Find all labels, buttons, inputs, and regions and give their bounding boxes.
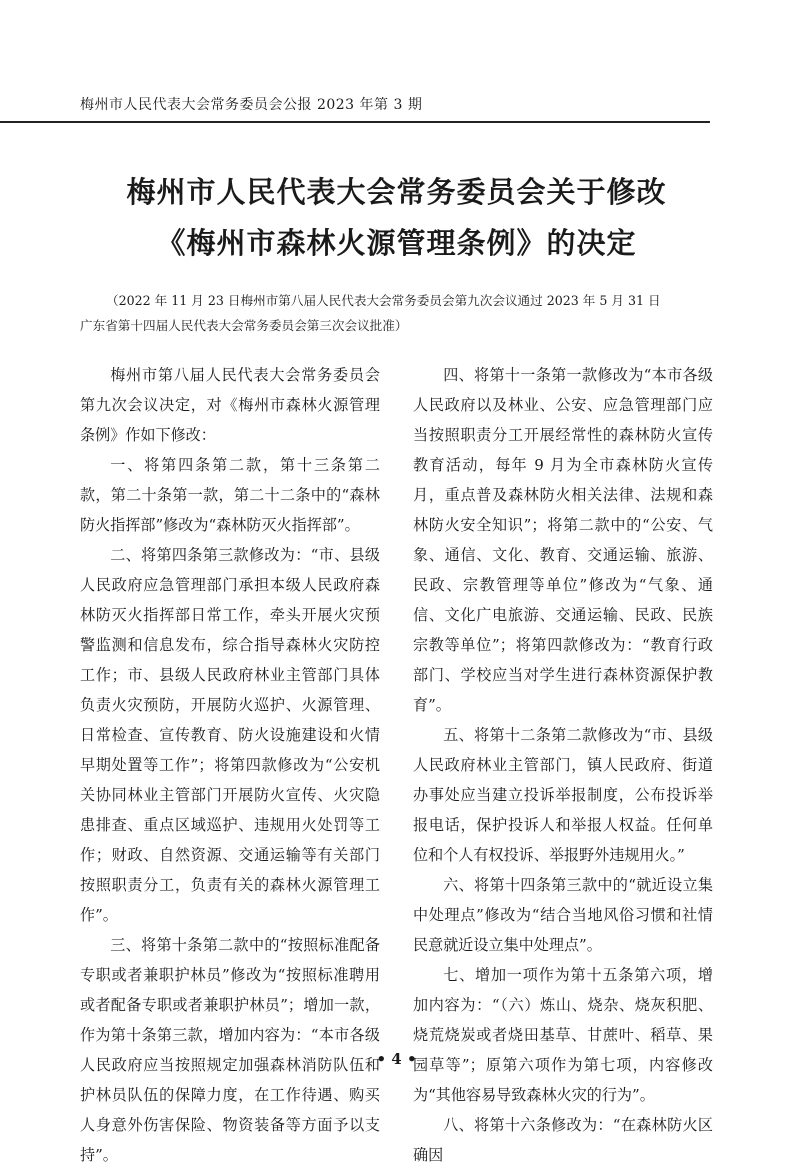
adoption-note-line-1: （2022 年 11 月 23 日梅州市第八届人民代表大会常务委员会第九次会议通过 2023 年 5 月 31 日 xyxy=(106,293,661,308)
paragraph: 七、增加一项作为第十五条第六项，增加内容为：“（六）炼山、烧杂、烧灰积肥、烧荒烧炭或者烧田基草、甘蔗叶、稻草、果园草等”；原第六项作为第七项，内容修改为“其他容易导致森林火灾的行为”。 xyxy=(413,966,713,1104)
paragraph: 二、将第四条第三款修改为：“市、县级人民政府应急管理部门承担本级人民政府森林防灭火指挥部日常工作，牵头开展火灾预警监测和信息发布，综合指导森林火灾防控工作；市、县级人民政府林业主管部门具体负责火灾预防，开展防火巡护、火源管理、日常检查、宣传教育、防火设施建设和火情早期处置等工作”；将第四款修改为“公安机关协同林业主管部门开展防火宣传、火灾隐患排查、重点区域巡护、违规用火处罚等工作；财政、自然资源、交通运输等有关部门按照职责分工，负责有关的森林火源管理工作”。 xyxy=(80,546,380,924)
paragraph: 五、将第十二条第二款修改为“市、县级人民政府林业主管部门，镇人民政府、街道办事处应当建立投诉举报制度，公布投诉举报电话，保护投诉人和举报人权益。任何单位和个人有权投诉、举报野外违规用火。” xyxy=(413,726,713,864)
paragraph: 一、将第四条第二款，第十三条第二款，第二十条第一款，第二十二条中的“森林防火指挥部”修改为“森林防灭火指挥部”。 xyxy=(80,456,380,534)
right-column xyxy=(413,360,713,1170)
adoption-note-line-2: 广东省第十四届人民代表大会常务委员会第三次会议批准） xyxy=(80,318,408,333)
running-header: 梅州市人民代表大会常务委员会公报 2023 年第 3 期 xyxy=(80,97,423,113)
paragraph: 六、将第十四条第三款中的“就近设立集中处理点”修改为“结合当地风俗习惯和社情民意就近设立集中处理点”。 xyxy=(413,876,713,954)
paragraph: 三、将第十条第二款中的“按照标准配备专职或者兼职护林员”修改为“按照标准聘用或者配备专职或者兼职护林员”；增加一款，作为第十条第三款，增加内容为：“本市各级人民政府应当按照规定加强森林消防队伍和护林员队伍的保障力度，在工作待遇、购买人身意外伤害保险、物资装备等方面予以支持”。 xyxy=(80,936,380,1164)
header-rule xyxy=(0,121,710,123)
left-column xyxy=(80,360,380,1170)
page-number: • 4 • xyxy=(376,1050,417,1068)
paragraph: 四、将第十一条第一款修改为“本市各级人民政府以及林业、公安、应急管理部门应当按照职责分工开展经常性的森林防火宣传教育活动，每年 9 月为全市森林防火宣传月，重点普及森林防火相关法律、法规和森林防火安全知识”；将第二款中的“公安、气象、通信、文化、教育、交通运输、旅游、民政、宗教管理等单位”修改为“气象、通信、文化广电旅游、交通运输、民政、民族宗教等单位”；将第四款修改为：“教育行政部门、学校应当对学生进行森林资源保护教育”。 xyxy=(413,366,713,714)
document-title-line-1: 梅州市人民代表大会常务委员会关于修改 xyxy=(126,175,667,209)
document-title-line-2: 《梅州市森林火源管理条例》的决定 xyxy=(156,226,637,260)
paragraph: 八、将第十六条修改为：“在森林防火区确因 xyxy=(413,1116,713,1164)
paragraph: 梅州市第八届人民代表大会常务委员会第九次会议决定，对《梅州市森林火源管理条例》作如下修改： xyxy=(80,366,380,444)
